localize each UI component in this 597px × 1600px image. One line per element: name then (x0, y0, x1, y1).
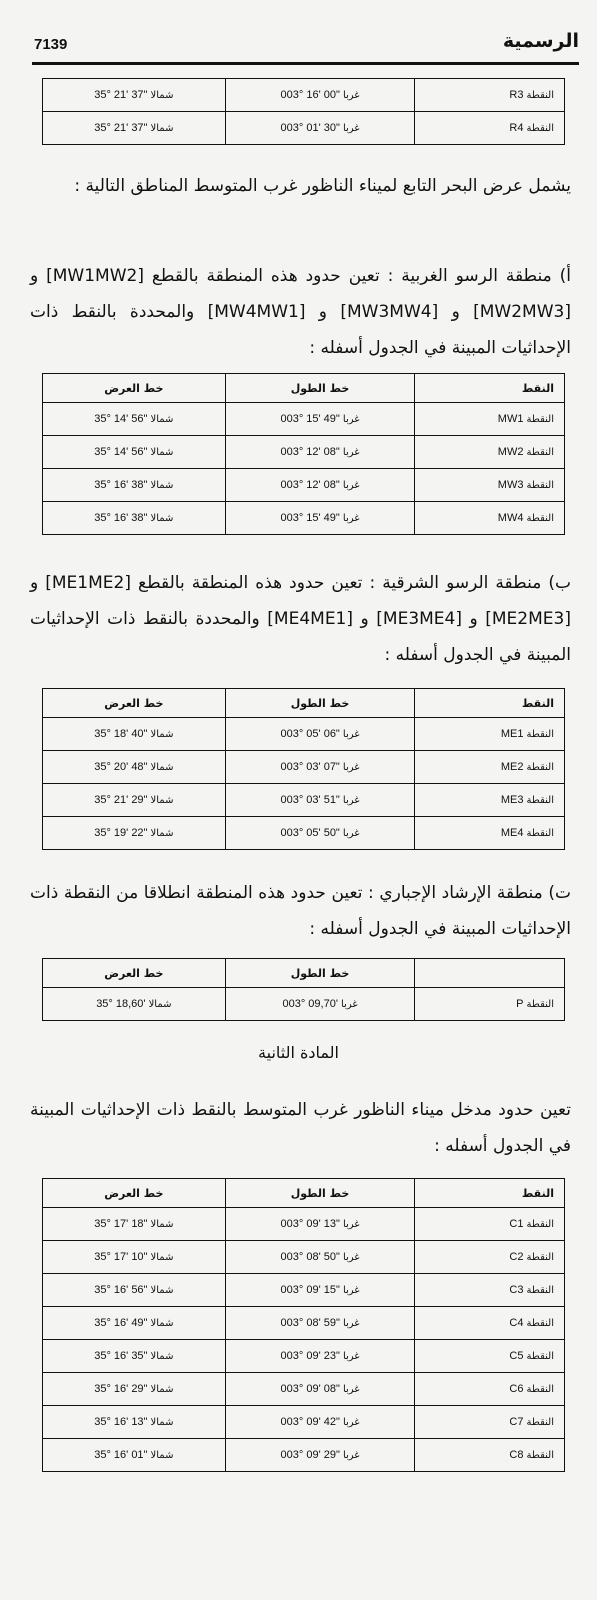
west-unit: غربا (342, 513, 360, 524)
page-header (24, 30, 579, 60)
table-section-a (42, 373, 565, 535)
north-unit: شمالا (150, 1450, 174, 1461)
table-row (43, 988, 565, 1021)
point-label: النقطة (526, 1351, 554, 1362)
latitude-value: 35° 16' 29" (94, 1383, 148, 1395)
longitude-value: 003° 08' 59" (280, 1317, 340, 1329)
longitude-cell (225, 1274, 415, 1307)
point-label: النقطة (526, 1318, 554, 1329)
header-longitude: خط الطول (225, 374, 415, 403)
point-label: النقطة (526, 828, 554, 839)
latitude-value: 35° 21' 37" (94, 89, 148, 101)
point-label: النقطة (526, 123, 554, 134)
north-unit: شمالا (150, 1219, 174, 1230)
point-name: ME4 (500, 827, 524, 839)
header-latitude: خط العرض (43, 959, 226, 988)
table-row (43, 1241, 565, 1274)
longitude-cell (225, 1241, 415, 1274)
header-longitude: خط الطول (225, 959, 415, 988)
longitude-value: 003° 08' 50" (280, 1251, 340, 1263)
header-longitude: خط الطول (225, 689, 415, 718)
longitude-cell (225, 403, 415, 436)
latitude-cell (43, 79, 226, 112)
latitude-value: 35° 17' 18" (94, 1218, 148, 1230)
table-row (43, 784, 565, 817)
latitude-cell (43, 1406, 226, 1439)
table-section-c (42, 958, 565, 1021)
longitude-value: 003° 05' 06" (280, 728, 340, 740)
west-unit: غربا (342, 1417, 360, 1428)
longitude-cell (225, 502, 415, 535)
north-unit: شمالا (148, 999, 172, 1010)
journal-title: الرسمية (502, 30, 579, 52)
point-name: MW2 (497, 446, 524, 458)
north-unit: شمالا (150, 762, 174, 773)
point-name: C5 (509, 1350, 524, 1362)
table-row (43, 1274, 565, 1307)
point-name: C8 (509, 1449, 524, 1461)
point-label: النقطة (526, 1285, 554, 1296)
point-name: C4 (509, 1317, 524, 1329)
latitude-value: 35° 16' 38" (94, 512, 148, 524)
point-cell (415, 988, 565, 1021)
latitude-value: 35° 14' 56" (94, 446, 148, 458)
article-2-paragraph: تعين حدود مدخل ميناء الناظور غرب المتوسط بالنقط ذات الإحداثيات المبينة في الجدول أسفله : (30, 1100, 571, 1156)
point-cell (415, 469, 565, 502)
point-cell (415, 718, 565, 751)
latitude-cell (43, 469, 226, 502)
header-longitude: خط الطول (225, 1179, 415, 1208)
article-2-title: المادة الثانية (258, 1043, 339, 1062)
latitude-cell (43, 1373, 226, 1406)
point-cell (415, 784, 565, 817)
longitude-value: 003° 12' 08" (280, 479, 340, 491)
point-label: النقطة (526, 999, 554, 1010)
header-latitude: خط العرض (43, 1179, 226, 1208)
west-unit: غربا (342, 762, 360, 773)
table-row (43, 1406, 565, 1439)
latitude-value: 35° 19' 22" (94, 827, 148, 839)
latitude-value: 35° 16' 13" (94, 1416, 148, 1428)
point-cell (415, 502, 565, 535)
header-points: النقط (415, 374, 565, 403)
west-unit: غربا (342, 1318, 360, 1329)
latitude-cell (43, 751, 226, 784)
header-points: النقط (415, 1179, 565, 1208)
latitude-cell (43, 1439, 226, 1472)
point-label: النقطة (526, 480, 554, 491)
point-label: النقطة (526, 1417, 554, 1428)
north-unit: شمالا (150, 1351, 174, 1362)
west-unit: غربا (342, 1450, 360, 1461)
west-unit: غربا (342, 414, 360, 425)
west-unit: غربا (342, 729, 360, 740)
point-cell (415, 79, 565, 112)
point-cell (415, 1439, 565, 1472)
table-article-2 (42, 1178, 565, 1472)
header-points (415, 959, 565, 988)
latitude-cell (43, 1307, 226, 1340)
longitude-cell (225, 1340, 415, 1373)
point-name: ME3 (500, 794, 524, 806)
north-unit: شمالا (150, 414, 174, 425)
north-unit: شمالا (150, 828, 174, 839)
latitude-cell (43, 1274, 226, 1307)
point-label: النقطة (526, 1219, 554, 1230)
point-name: ME2 (500, 761, 524, 773)
west-unit: غربا (342, 795, 360, 806)
latitude-value: 35° 16' 01" (94, 1449, 148, 1461)
point-cell (415, 1373, 565, 1406)
point-cell (415, 1340, 565, 1373)
point-name: ME1 (500, 728, 524, 740)
longitude-value: 003° 09,70' (282, 998, 338, 1010)
page-number: 7139 (34, 36, 68, 53)
header-latitude: خط العرض (43, 374, 226, 403)
point-label: النقطة (526, 447, 554, 458)
latitude-cell (43, 784, 226, 817)
point-name: C3 (509, 1284, 524, 1296)
longitude-cell (225, 817, 415, 850)
point-name: C1 (509, 1218, 524, 1230)
table-row (43, 403, 565, 436)
longitude-cell (225, 1208, 415, 1241)
point-label: النقطة (526, 729, 554, 740)
longitude-cell (225, 988, 415, 1021)
north-unit: شمالا (150, 123, 174, 134)
north-unit: شمالا (150, 90, 174, 101)
point-name: C6 (509, 1383, 524, 1395)
latitude-cell (43, 436, 226, 469)
longitude-value: 003° 09' 13" (280, 1218, 340, 1230)
longitude-value: 003° 09' 42" (280, 1416, 340, 1428)
header-points: النقط (415, 689, 565, 718)
north-unit: شمالا (150, 447, 174, 458)
longitude-value: 003° 03' 51" (280, 794, 340, 806)
longitude-value: 003° 15' 49" (280, 413, 340, 425)
north-unit: شمالا (150, 1285, 174, 1296)
latitude-value: 35° 16' 49" (94, 1317, 148, 1329)
point-name: MW1 (497, 413, 524, 425)
table-row (43, 436, 565, 469)
point-cell (415, 1406, 565, 1439)
longitude-cell (225, 112, 415, 145)
point-name: MW3 (497, 479, 524, 491)
point-cell (415, 436, 565, 469)
point-label: النقطة (526, 414, 554, 425)
intro-paragraph: يشمل عرض البحر التابع لميناء الناظور غرب المتوسط المناطق التالية : (74, 176, 571, 196)
point-name: R4 (509, 122, 524, 134)
section-a-paragraph: أ) منطقة الرسو الغربية : تعين حدود هذه المنطقة بالقطع [MW1MW2] و [MW2MW3] و [MW3MW4] و [MW4MW1] والمحددة بالنقط ذات الإحداثيات المبينة في الجدول أسفله : (30, 266, 571, 358)
west-unit: غربا (342, 1351, 360, 1362)
table-header-row (43, 1179, 565, 1208)
latitude-cell (43, 1340, 226, 1373)
table-row (43, 1340, 565, 1373)
point-label: النقطة (526, 762, 554, 773)
point-label: النقطة (526, 795, 554, 806)
table-section-b (42, 688, 565, 850)
longitude-cell (225, 1307, 415, 1340)
point-label: النقطة (526, 1252, 554, 1263)
longitude-value: 003° 05' 50" (280, 827, 340, 839)
point-label: النقطة (526, 1384, 554, 1395)
table-row (43, 469, 565, 502)
west-unit: غربا (342, 1219, 360, 1230)
west-unit: غربا (342, 828, 360, 839)
point-name: C7 (509, 1416, 524, 1428)
table-row (43, 112, 565, 145)
table-row (43, 751, 565, 784)
latitude-cell (43, 112, 226, 145)
table-row (43, 1439, 565, 1472)
longitude-value: 003° 16' 00" (280, 89, 340, 101)
west-unit: غربا (342, 1285, 360, 1296)
longitude-value: 003° 01' 30" (280, 122, 340, 134)
table-r-points (42, 78, 565, 145)
point-cell (415, 817, 565, 850)
longitude-cell (225, 469, 415, 502)
point-name: MW4 (497, 512, 524, 524)
table-header-row (43, 374, 565, 403)
north-unit: شمالا (150, 795, 174, 806)
north-unit: شمالا (150, 1252, 174, 1263)
north-unit: شمالا (150, 480, 174, 491)
table-row (43, 502, 565, 535)
west-unit: غربا (340, 999, 358, 1010)
latitude-cell (43, 817, 226, 850)
longitude-cell (225, 436, 415, 469)
point-cell (415, 1307, 565, 1340)
longitude-cell (225, 784, 415, 817)
longitude-value: 003° 09' 29" (280, 1449, 340, 1461)
longitude-cell (225, 718, 415, 751)
point-name: R3 (509, 89, 524, 101)
latitude-cell (43, 718, 226, 751)
table-row (43, 1373, 565, 1406)
longitude-value: 003° 12' 08" (280, 446, 340, 458)
header-rule (32, 62, 579, 65)
point-label: النقطة (526, 513, 554, 524)
point-name: C2 (509, 1251, 524, 1263)
latitude-value: 35° 17' 10" (94, 1251, 148, 1263)
point-name: P (516, 998, 524, 1010)
latitude-value: 35° 20' 48" (94, 761, 148, 773)
longitude-cell (225, 79, 415, 112)
section-c-paragraph: ت) منطقة الإرشاد الإجباري : تعين حدود هذه المنطقة انطلاقا من النقطة ذات الإحداثيات المبينة في الجدول أسفله : (30, 883, 571, 939)
table-header-row (43, 689, 565, 718)
west-unit: غربا (342, 1252, 360, 1263)
longitude-cell (225, 751, 415, 784)
latitude-value: 35° 18' 40" (94, 728, 148, 740)
latitude-cell (43, 403, 226, 436)
latitude-value: 35° 16' 35" (94, 1350, 148, 1362)
header-latitude: خط العرض (43, 689, 226, 718)
latitude-value: 35° 21' 37" (94, 122, 148, 134)
table-row (43, 1208, 565, 1241)
latitude-cell (43, 1208, 226, 1241)
table-row (43, 718, 565, 751)
north-unit: شمالا (150, 729, 174, 740)
point-label: النقطة (526, 1450, 554, 1461)
point-cell (415, 1274, 565, 1307)
point-cell (415, 1208, 565, 1241)
point-cell (415, 112, 565, 145)
longitude-cell (225, 1406, 415, 1439)
table-header-row (43, 959, 565, 988)
table-row (43, 79, 565, 112)
latitude-cell (43, 502, 226, 535)
west-unit: غربا (342, 480, 360, 491)
latitude-value: 35° 21' 29" (94, 794, 148, 806)
west-unit: غربا (342, 447, 360, 458)
longitude-value: 003° 09' 15" (280, 1284, 340, 1296)
longitude-cell (225, 1373, 415, 1406)
latitude-value: 35° 16' 38" (94, 479, 148, 491)
longitude-value: 003° 15' 49" (280, 512, 340, 524)
longitude-value: 003° 09' 08" (280, 1383, 340, 1395)
table-row (43, 817, 565, 850)
table-row (43, 1307, 565, 1340)
latitude-value: 35° 16' 56" (94, 1284, 148, 1296)
point-cell (415, 751, 565, 784)
point-cell (415, 1241, 565, 1274)
longitude-value: 003° 09' 23" (280, 1350, 340, 1362)
west-unit: غربا (342, 1384, 360, 1395)
north-unit: شمالا (150, 513, 174, 524)
north-unit: شمالا (150, 1384, 174, 1395)
west-unit: غربا (342, 123, 360, 134)
point-cell (415, 403, 565, 436)
longitude-cell (225, 1439, 415, 1472)
latitude-value: 35° 18,60' (96, 998, 146, 1010)
longitude-value: 003° 03' 07" (280, 761, 340, 773)
north-unit: شمالا (150, 1318, 174, 1329)
point-label: النقطة (526, 90, 554, 101)
section-b-paragraph: ب) منطقة الرسو الشرقية : تعين حدود هذه المنطقة بالقطع [ME1ME2] و [ME2ME3] و [ME3ME4] و [ME4ME1] والمحددة بالنقط ذات الإحداثيات المبينة في الجدول أسفله : (30, 573, 571, 665)
latitude-value: 35° 14' 56" (94, 413, 148, 425)
north-unit: شمالا (150, 1417, 174, 1428)
latitude-cell (43, 1241, 226, 1274)
latitude-cell (43, 988, 226, 1021)
west-unit: غربا (342, 90, 360, 101)
